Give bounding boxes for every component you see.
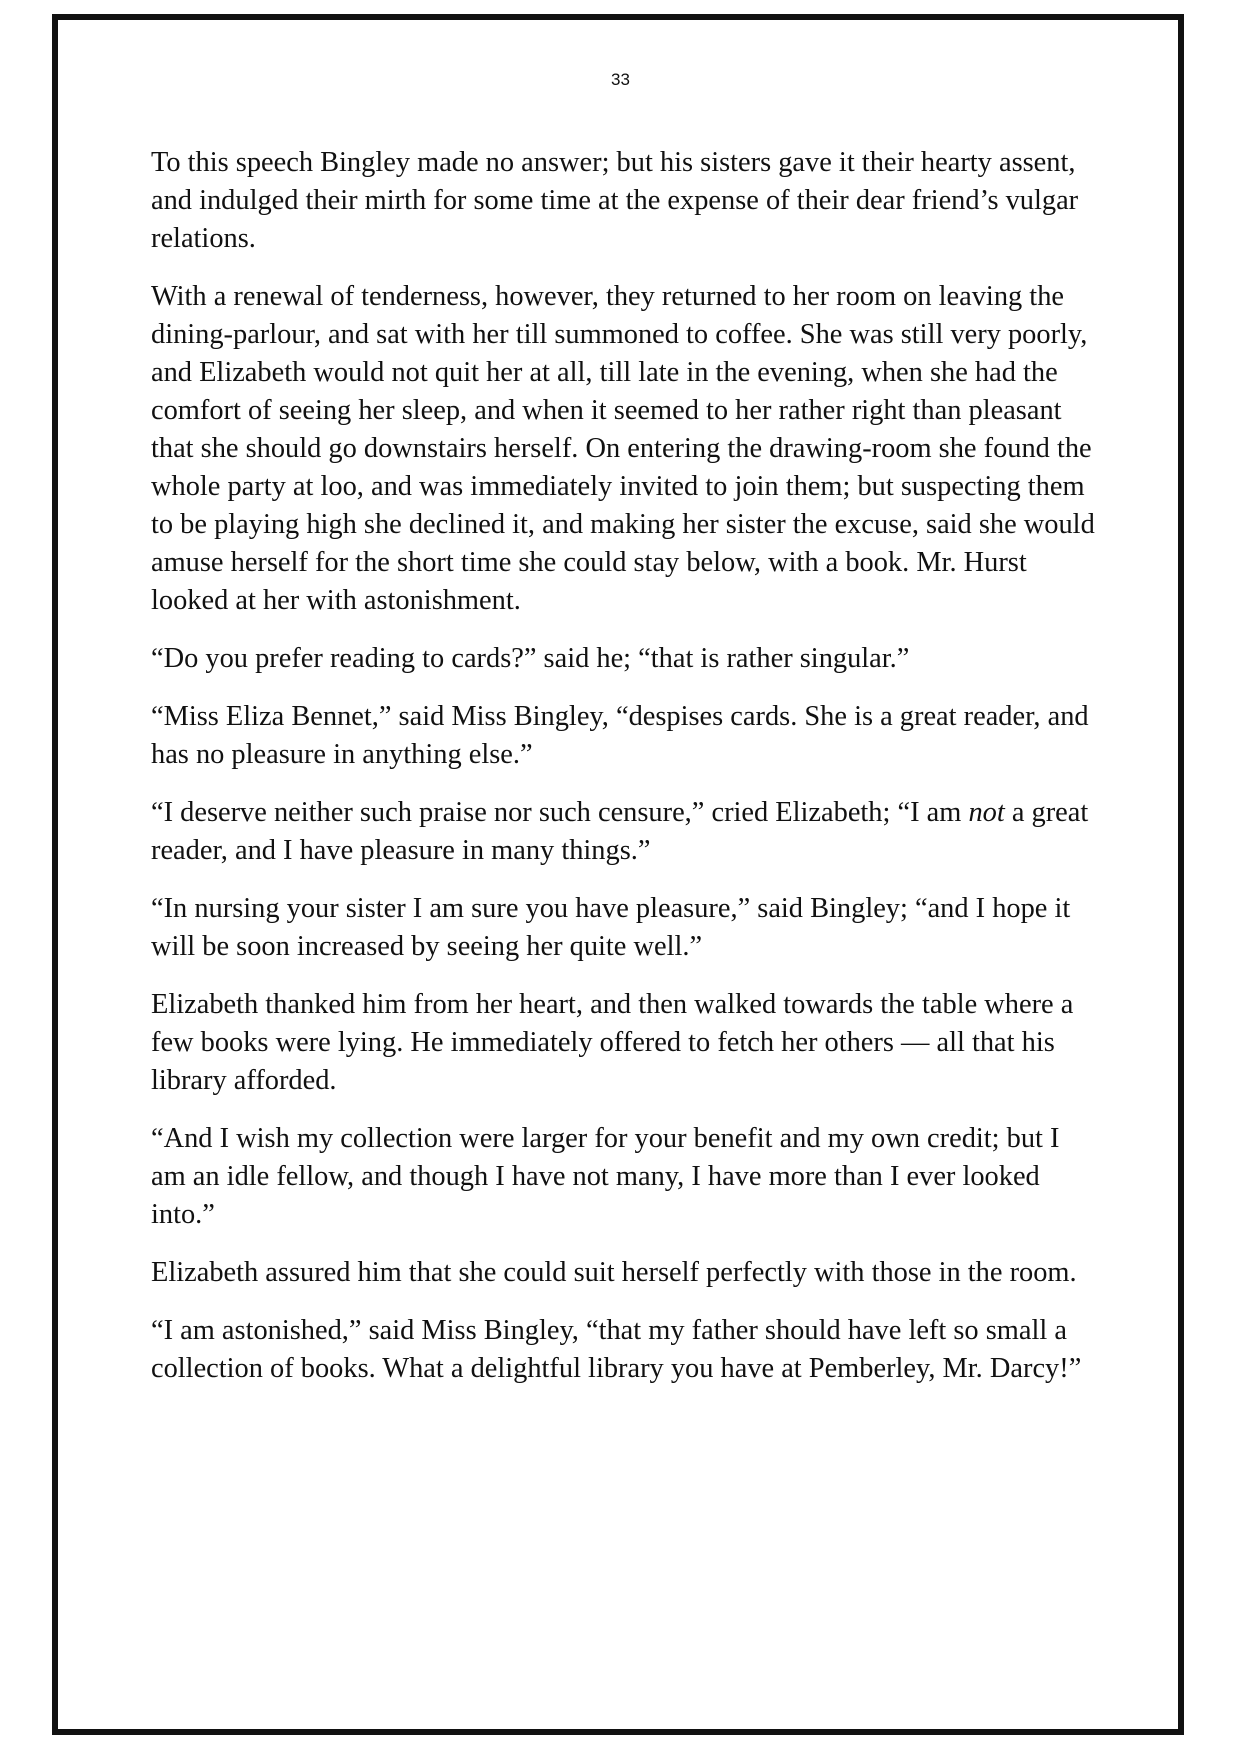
paragraph: “Do you prefer reading to cards?” said he; “that is rather singular.” <box>151 643 910 674</box>
emphasis-text: not <box>968 797 1005 828</box>
page-number: 33 <box>611 70 630 89</box>
paragraph: “Miss Eliza Bennet,” said Miss Bingley, “despises cards. She is a great reader, and has no pleasure in anything else.” <box>151 701 1089 770</box>
paragraph: “And I wish my collection were larger for your benefit and my own credit; but I am an idle fellow, and though I have not many, I have more than I ever looked into.” <box>151 1123 1060 1230</box>
body-text <box>151 144 1101 1408</box>
paragraph-text: a great reader, and I have pleasure in many things.” <box>151 797 1089 866</box>
paragraph: To this speech Bingley made no answer; but his sisters gave it their hearty assent, and indulged their mirth for some time at the expense of their dear friend’s vulgar relations. <box>151 147 1079 254</box>
paragraph: With a renewal of tenderness, however, they returned to her room on leaving the dining-parlour, and sat with her till summoned to coffee. She was still very poorly, and Elizabeth would not quit her at all, till late in the evening, when she had the comfort of seeing her sleep, and when it seemed to her rather right than pleasant that she should go downstairs herself. On entering the drawing-room she found the whole party at loo, and was immediately invited to join them; but suspecting them to be playing high she declined it, and making her sister the excuse, said she would amuse herself for the short time she could stay below, with a book. Mr. Hurst looked at her with astonishment. <box>151 281 1095 616</box>
paragraph <box>151 794 1101 870</box>
paragraph: Elizabeth assured him that she could suit herself perfectly with those in the room. <box>151 1257 1077 1288</box>
paragraph-text: “I deserve neither such praise nor such censure,” cried Elizabeth; “I am <box>151 797 969 828</box>
paragraph: Elizabeth thanked him from her heart, and then walked towards the table where a few books were lying. He immediately offered to fetch her others — all that his library afforded. <box>151 989 1074 1096</box>
paragraph: “In nursing your sister I am sure you have pleasure,” said Bingley; “and I hope it will be soon increased by seeing her quite well.” <box>151 893 1071 962</box>
paragraph: “I am astonished,” said Miss Bingley, “that my father should have left so small a collection of books. What a delightful library you have at Pemberley, Mr. Darcy!” <box>151 1315 1082 1384</box>
